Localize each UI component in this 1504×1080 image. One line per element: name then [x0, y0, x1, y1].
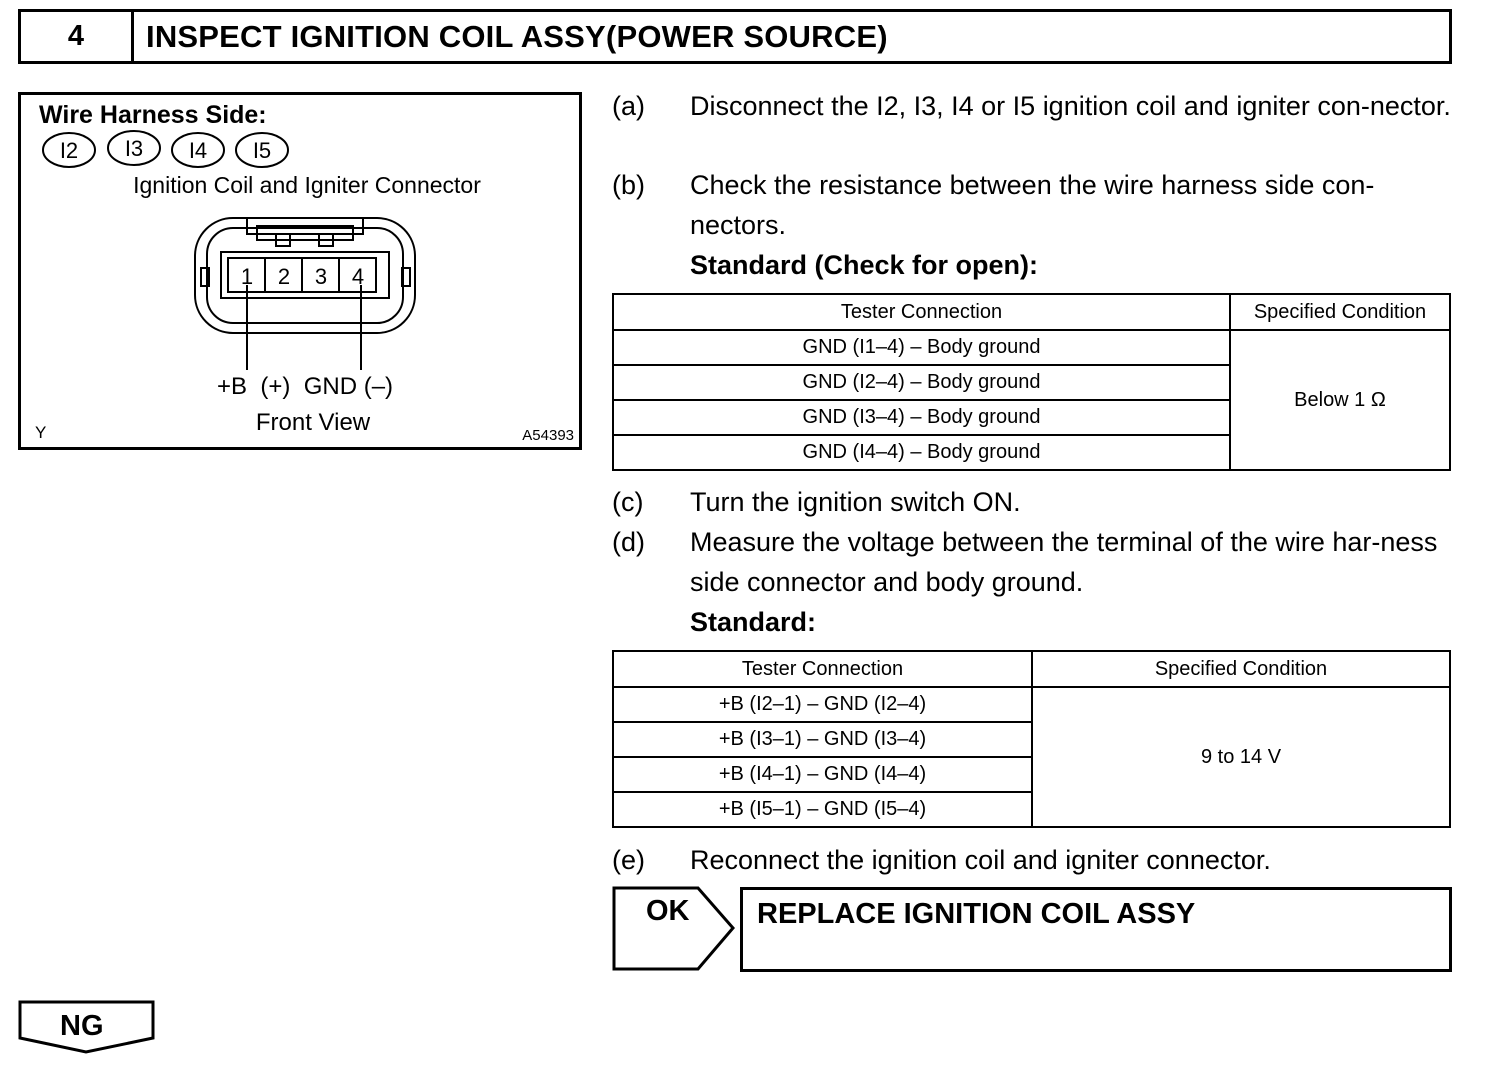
table-condition-cell: Below 1 Ω: [1230, 330, 1450, 470]
standard-voltage-label: Standard:: [690, 607, 817, 637]
view-label: Front View: [255, 409, 371, 436]
badge-i3: I3: [124, 136, 144, 161]
figure-id: A54393: [522, 427, 574, 444]
table-header: Tester Connection: [613, 294, 1230, 330]
step-text: Check the resistance between the wire harness side con-nectors.: [690, 170, 1375, 240]
ok-result-text: REPLACE IGNITION COIL ASSY: [757, 898, 1196, 930]
step-text: Measure the voltage between the terminal of the wire har-ness side connector and body ground.: [690, 527, 1438, 597]
table-header: Specified Condition: [1230, 294, 1450, 330]
table-header: Specified Condition: [1032, 651, 1450, 687]
voltage-table: [612, 650, 1451, 828]
pin-4: 4: [351, 264, 365, 289]
pin-1: 1: [240, 264, 254, 289]
connector-housing: [195, 218, 415, 370]
step-text: Disconnect the I2, I3, I4 or I5 ignition coil and igniter con-nector.: [690, 91, 1451, 121]
step-number: 4: [21, 12, 134, 61]
connector-diagram: [21, 95, 579, 447]
table-cell: +B (I5–1) – GND (I5–4): [613, 792, 1032, 827]
standard-open-label: Standard (Check for open):: [690, 250, 1039, 280]
step-text: Turn the ignition switch ON.: [690, 487, 1021, 517]
table-cell: +B (I3–1) – GND (I3–4): [613, 722, 1032, 757]
table-cell: GND (I3–4) – Body ground: [613, 400, 1230, 435]
badge-i5: I5: [252, 138, 272, 163]
resistance-table: [612, 293, 1451, 471]
connector-code-badges: [43, 131, 288, 167]
table-cell: GND (I4–4) – Body ground: [613, 435, 1230, 470]
step-text: Reconnect the ignition coil and igniter connector.: [690, 845, 1271, 875]
pin-2: 2: [277, 264, 291, 289]
badge-i2: I2: [59, 138, 79, 163]
table-condition-cell: 9 to 14 V: [1032, 687, 1450, 827]
connector-figure: [18, 92, 582, 450]
figure-title: Wire Harness Side:: [39, 101, 267, 129]
step-label: (a): [612, 91, 645, 121]
step-label: (d): [612, 527, 645, 557]
step-label: (c): [612, 487, 644, 517]
table-cell: +B (I4–1) – GND (I4–4): [613, 757, 1032, 792]
connector-name: Ignition Coil and Igniter Connector: [133, 172, 481, 198]
table-header: Tester Connection: [613, 651, 1032, 687]
ok-label: OK: [646, 895, 690, 927]
ok-result-box: [740, 887, 1452, 972]
step-label: (b): [612, 170, 645, 200]
badge-i4: I4: [188, 138, 208, 163]
step-header: [18, 9, 1452, 64]
table-cell: GND (I1–4) – Body ground: [613, 330, 1230, 365]
corner-code: Y: [35, 423, 47, 442]
ng-label: NG: [60, 1010, 104, 1042]
pin-3: 3: [314, 264, 328, 289]
step-title: INSPECT IGNITION COIL ASSY(POWER SOURCE): [146, 18, 888, 54]
table-cell: GND (I2–4) – Body ground: [613, 365, 1230, 400]
terminal-labels: +B (+) GND (–): [217, 373, 394, 400]
step-label: (e): [612, 845, 645, 875]
table-cell: +B (I2–1) – GND (I2–4): [613, 687, 1032, 722]
